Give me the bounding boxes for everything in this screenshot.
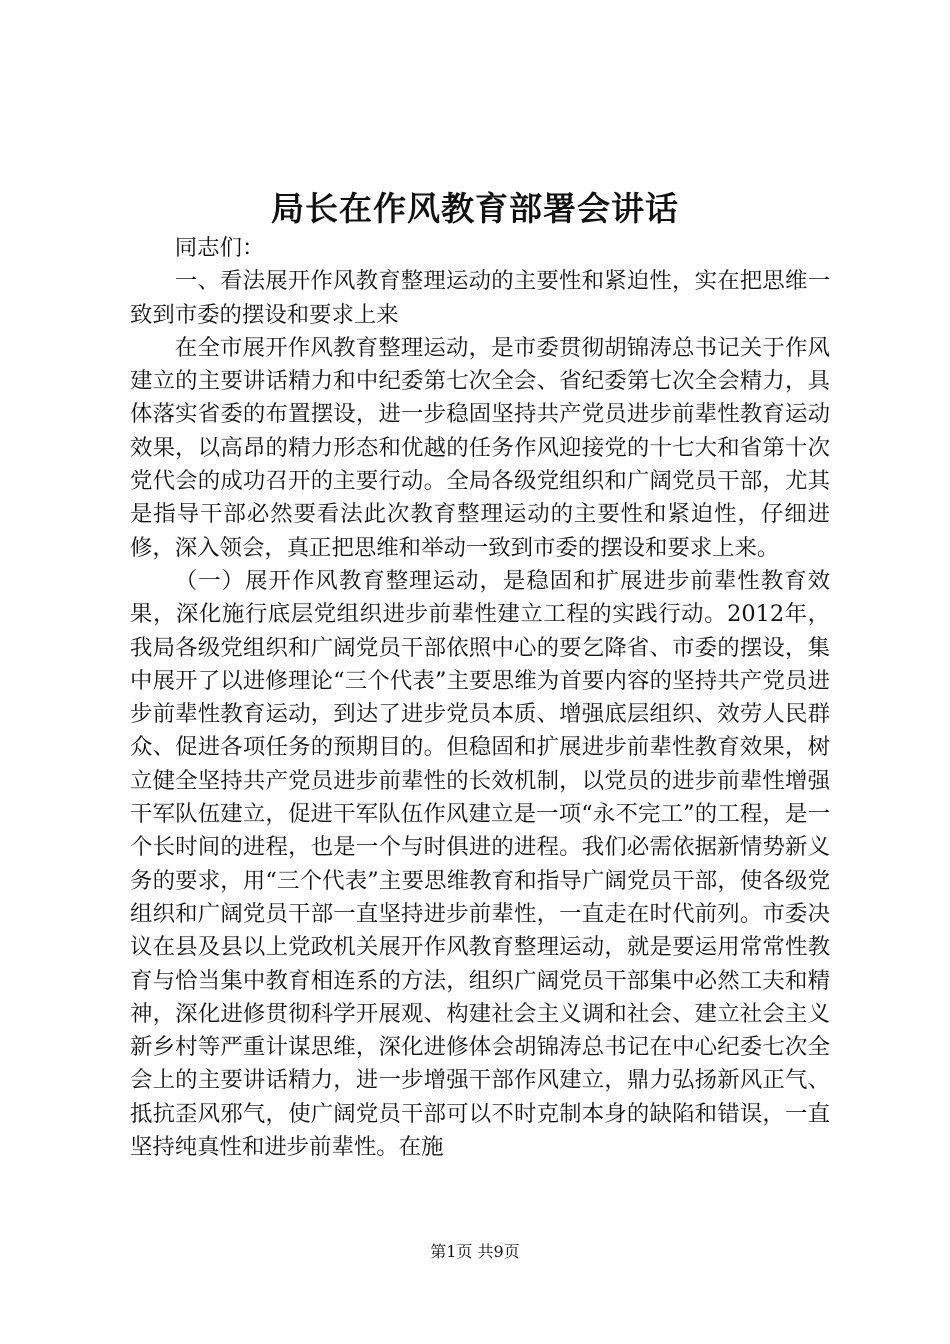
- document-body: [130, 232, 830, 1164]
- body-paragraph: 在全市展开作风教育整理运动，是市委贯彻胡锦涛总书记关于作风建立的主要讲话精力和中纪委第七次全会、省纪委第七次全会精力，具体落实省委的布置摆设，进一步稳固坚持共产党员进步前辈性教育运动效果，以高昂的精力形态和优越的任务作风迎接党的十七大和省第十次党代会的成功召开的主要行动。全局各级党组织和广阔党员干部，尤其是指导干部必然要看法此次教育整理运动的主要性和紧迫性，仔细进修，深入领会，真正把思维和举动一致到市委的摆设和要求上来。: [130, 334, 830, 561]
- page-number: 第1页 共9页: [430, 1242, 520, 1261]
- body-paragraph: （一）展开作风教育整理运动，是稳固和扩展进步前辈性教育效果，深化施行底层党组织进步前辈性建立工程的实践行动。2012年，我局各级党组织和广阔党员干部依照中心的要乞降省、市委的摆设，集中展开了以进修理论“三个代表”主要思维为首要内容的坚持共产党员进步前辈性教育运动，到达了进步党员本质、增强底层组织、效劳人民群众、促进各项任务的预期目的。但稳固和扩展进步前辈性教育效果，树立健全坚持共产党员进步前辈性的长效机制，以党员的进步前辈性增强干军队伍建立，促进干军队伍作风建立是一项“永不完工”的工程，是一个长时间的进程，也是一个与时俱进的进程。我们必需依据新情势新义务的要求，用“三个代表”主要思维教育和指导广阔党员干部，使各级党组织和广阔党员干部一直坚持进步前辈性，一直走在时代前列。市委决议在县及县以上党政机关展开作风教育整理运动，就是要运用常常性教育与恰当集中教育相连系的方法，组织广阔党员干部集中必然工夫和精神，深化进修贯彻科学开展观、构建社会主义调和社会、建立社会主义新乡村等严重计谋思维，深化进修体会胡锦涛总书记在中心纪委七次全会上的主要讲话精力，进一步增强干部作风建立，鼎力弘扬新风正气、抵抗歪风邪气，使广阔党员干部可以不时克制本身的缺陷和错误，一直坚持纯真性和进步前辈性。在施: [130, 567, 830, 1161]
- salutation: 同志们：: [174, 235, 265, 261]
- section-heading-1: 一、看法展开作风教育整理运动的主要性和紧迫性，实在把思维一致到市委的摆设和要求上来: [130, 268, 830, 328]
- document-title: 局长在作风教育部署会讲话: [271, 189, 679, 228]
